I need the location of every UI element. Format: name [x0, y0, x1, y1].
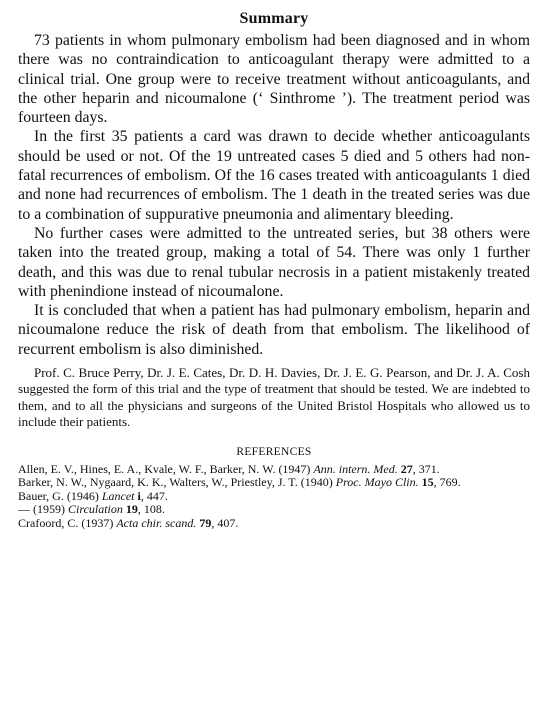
- reference-entry: [18, 490, 530, 504]
- summary-paragraph: It is concluded that when a patient has had pulmonary embolism, heparin and nicoumalone reduce the risk of death from that embolism. The likelihood of recurrent embolism is also diminished.: [18, 302, 530, 358]
- reference-authors: Bauer, G. (1946): [18, 488, 99, 503]
- reference-entry: [18, 503, 530, 517]
- reference-journal: Acta chir. scand.: [116, 515, 197, 530]
- reference-list: [18, 463, 530, 531]
- reference-journal: Ann. intern. Med.: [313, 461, 398, 476]
- reference-volume: i: [137, 488, 141, 503]
- reference-authors: Barker, N. W., Nygaard, K. K., Walters, W., Priestley, J. T. (1940): [18, 475, 333, 490]
- reference-pages: , 407.: [211, 515, 239, 530]
- reference-pages: , 108.: [137, 502, 165, 517]
- reference-volume: 15: [421, 475, 434, 490]
- summary-paragraph: In the first 35 patients a card was drawn to decide whether anticoagulants should be used or not. Of the 19 untreated cases 5 died and 5 others had non-fatal recurrences of embolism. Of the 16 cases treated with anticoagulants 1 died and none had recurrences of embolism. The 1 death in the treated series was due to a combination of suppurative pneumonia and alimentary bleeding.: [18, 128, 530, 223]
- summary-paragraph: 73 patients in whom pulmonary embolism had been diagnosed and in whom there was no contraindication to anticoagulant therapy were admitted to a clinical trial. One group were to receive treatment without anticoagulants, and the other heparin and nicoumalone (‘ Sinthrome ’). The treatment period was fourteen days.: [18, 32, 530, 127]
- reference-journal: Lancet: [101, 488, 135, 503]
- acknowledgement-paragraph: Prof. C. Bruce Perry, Dr. J. E. Cates, Dr. D. H. Davies, Dr. J. E. G. Pearson, and Dr. J. A. Cosh suggested the form of this trial and the type of treatment that should be tested. We are indebted to them, and to all the physicians and surgeons of the United Bristol Hospitals who allowed us to include their patients.: [18, 365, 530, 430]
- reference-volume: 27: [400, 461, 413, 476]
- summary-heading: Summary: [239, 10, 309, 27]
- reference-authors: Allen, E. V., Hines, E. A., Kvale, W. F., Barker, N. W. (1947): [18, 461, 311, 476]
- reference-journal: Proc. Mayo Clin.: [335, 475, 419, 490]
- reference-authors: — (1959): [18, 502, 65, 517]
- summary-paragraph: No further cases were admitted to the untreated series, but 38 others were taken into the treated group, making a total of 54. There was only 1 further death, and this was due to renal tubular necrosis in a patient mistakenly treated with phenindione instead of nicoumalone.: [18, 224, 530, 300]
- reference-volume: 19: [125, 502, 138, 517]
- reference-volume: 79: [199, 515, 212, 530]
- reference-authors: Crafoord, C. (1937): [18, 515, 114, 530]
- reference-entry: [18, 463, 530, 477]
- reference-pages: , 447.: [140, 488, 168, 503]
- reference-entry: [18, 476, 530, 490]
- references-heading: REFERENCES: [236, 445, 312, 458]
- reference-pages: , 769.: [433, 475, 461, 490]
- reference-pages: , 371.: [412, 461, 440, 476]
- reference-entry: [18, 517, 530, 531]
- reference-journal: Circulation: [68, 502, 123, 517]
